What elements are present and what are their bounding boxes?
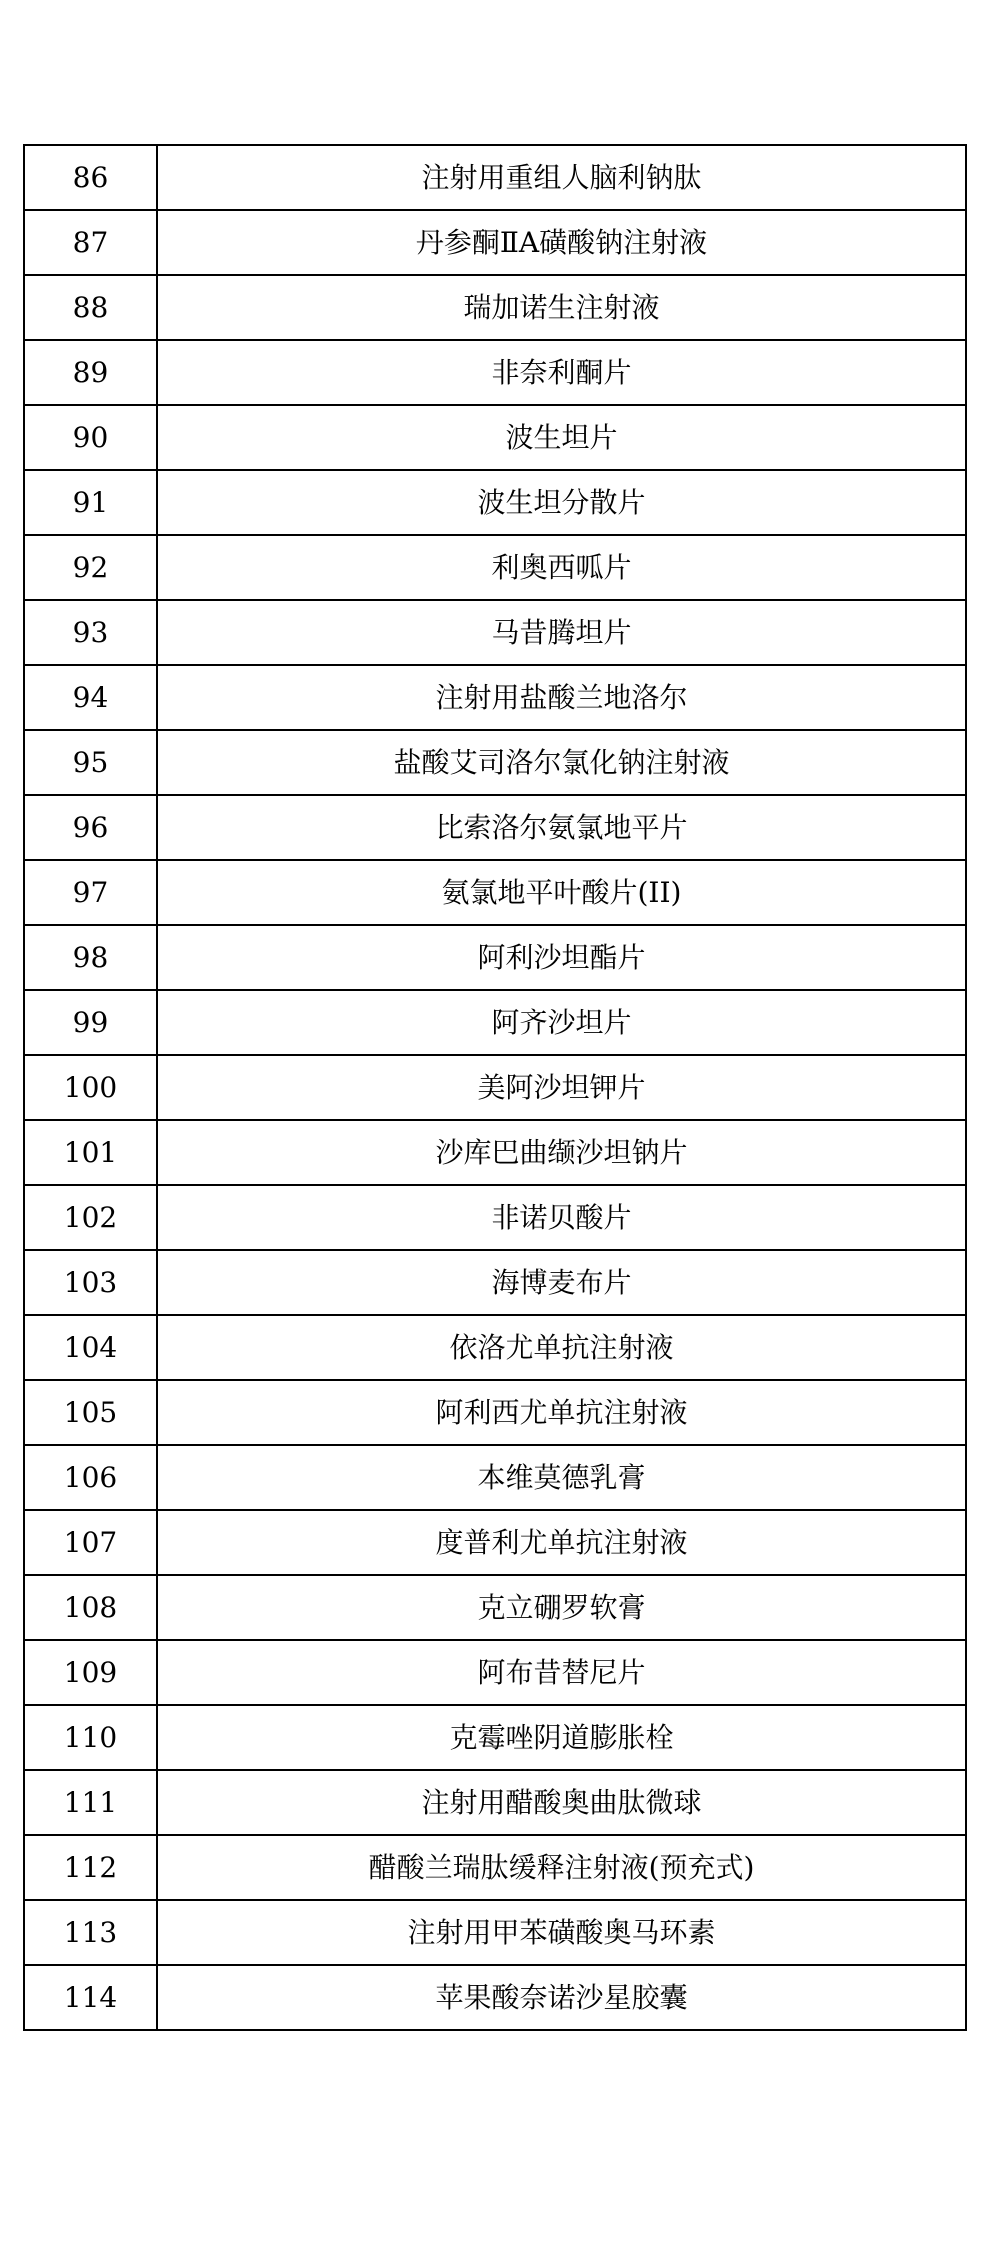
table-row [24, 1380, 966, 1445]
drug-name-cell: 本维莫德乳膏 [157, 1445, 966, 1510]
drug-name-cell: 阿布昔替尼片 [157, 1640, 966, 1705]
table-row [24, 1445, 966, 1510]
drug-name-cell: 阿齐沙坦片 [157, 990, 966, 1055]
row-number-cell: 111 [24, 1770, 157, 1835]
drug-name-cell: 海博麦布片 [157, 1250, 966, 1315]
row-number-cell: 100 [24, 1055, 157, 1120]
table-row [24, 535, 966, 600]
row-number-cell: 109 [24, 1640, 157, 1705]
table-row [24, 1315, 966, 1380]
table-row [24, 600, 966, 665]
row-number-cell: 107 [24, 1510, 157, 1575]
row-number-cell: 94 [24, 665, 157, 730]
row-number-cell: 86 [24, 145, 157, 210]
row-number-cell: 108 [24, 1575, 157, 1640]
drug-name-cell: 瑞加诺生注射液 [157, 275, 966, 340]
table-row [24, 470, 966, 535]
row-number-cell: 97 [24, 860, 157, 925]
row-number-cell: 105 [24, 1380, 157, 1445]
row-number-cell: 88 [24, 275, 157, 340]
table-row [24, 1185, 966, 1250]
drug-name-cell: 注射用重组人脑利钠肽 [157, 145, 966, 210]
table-row [24, 405, 966, 470]
drug-name-cell: 丹参酮ⅡA磺酸钠注射液 [157, 210, 966, 275]
drug-list-table [23, 144, 967, 2031]
drug-name-cell: 美阿沙坦钾片 [157, 1055, 966, 1120]
table-row [24, 210, 966, 275]
table-row [24, 275, 966, 340]
row-number-cell: 112 [24, 1835, 157, 1900]
drug-name-cell: 阿利西尤单抗注射液 [157, 1380, 966, 1445]
drug-name-cell: 依洛尤单抗注射液 [157, 1315, 966, 1380]
drug-name-cell: 苹果酸奈诺沙星胶囊 [157, 1965, 966, 2030]
row-number-cell: 102 [24, 1185, 157, 1250]
drug-name-cell: 非诺贝酸片 [157, 1185, 966, 1250]
row-number-cell: 110 [24, 1705, 157, 1770]
drug-name-cell: 注射用醋酸奥曲肽微球 [157, 1770, 966, 1835]
table-row [24, 1575, 966, 1640]
table-row [24, 795, 966, 860]
row-number-cell: 95 [24, 730, 157, 795]
drug-name-cell: 注射用盐酸兰地洛尔 [157, 665, 966, 730]
table-row [24, 1705, 966, 1770]
table-row [24, 665, 966, 730]
table-row [24, 1250, 966, 1315]
row-number-cell: 89 [24, 340, 157, 405]
drug-name-cell: 克霉唑阴道膨胀栓 [157, 1705, 966, 1770]
row-number-cell: 90 [24, 405, 157, 470]
drug-name-cell: 阿利沙坦酯片 [157, 925, 966, 990]
drug-name-cell: 注射用甲苯磺酸奥马环素 [157, 1900, 966, 1965]
table-row [24, 1900, 966, 1965]
row-number-cell: 92 [24, 535, 157, 600]
row-number-cell: 103 [24, 1250, 157, 1315]
row-number-cell: 106 [24, 1445, 157, 1510]
table-row [24, 1965, 966, 2030]
drug-name-cell: 马昔腾坦片 [157, 600, 966, 665]
table-row [24, 145, 966, 210]
drug-name-cell: 度普利尤单抗注射液 [157, 1510, 966, 1575]
row-number-cell: 91 [24, 470, 157, 535]
table-row [24, 1770, 966, 1835]
row-number-cell: 87 [24, 210, 157, 275]
table-row [24, 340, 966, 405]
table-row [24, 990, 966, 1055]
row-number-cell: 98 [24, 925, 157, 990]
row-number-cell: 96 [24, 795, 157, 860]
drug-name-cell: 非奈利酮片 [157, 340, 966, 405]
row-number-cell: 99 [24, 990, 157, 1055]
row-number-cell: 113 [24, 1900, 157, 1965]
drug-name-cell: 醋酸兰瑞肽缓释注射液(预充式) [157, 1835, 966, 1900]
drug-name-cell: 盐酸艾司洛尔氯化钠注射液 [157, 730, 966, 795]
drug-name-cell: 波生坦片 [157, 405, 966, 470]
drug-name-cell: 沙库巴曲缬沙坦钠片 [157, 1120, 966, 1185]
drug-name-cell: 氨氯地平叶酸片(II) [157, 860, 966, 925]
row-number-cell: 104 [24, 1315, 157, 1380]
table-row [24, 1835, 966, 1900]
table-row [24, 1120, 966, 1185]
row-number-cell: 101 [24, 1120, 157, 1185]
table-row [24, 1640, 966, 1705]
row-number-cell: 114 [24, 1965, 157, 2030]
drug-name-cell: 克立硼罗软膏 [157, 1575, 966, 1640]
drug-name-cell: 比索洛尔氨氯地平片 [157, 795, 966, 860]
table-row [24, 1055, 966, 1120]
table-row [24, 860, 966, 925]
drug-name-cell: 利奥西呱片 [157, 535, 966, 600]
table-row [24, 730, 966, 795]
table-row [24, 925, 966, 990]
drug-name-cell: 波生坦分散片 [157, 470, 966, 535]
row-number-cell: 93 [24, 600, 157, 665]
table-body [24, 145, 966, 2030]
table-row [24, 1510, 966, 1575]
